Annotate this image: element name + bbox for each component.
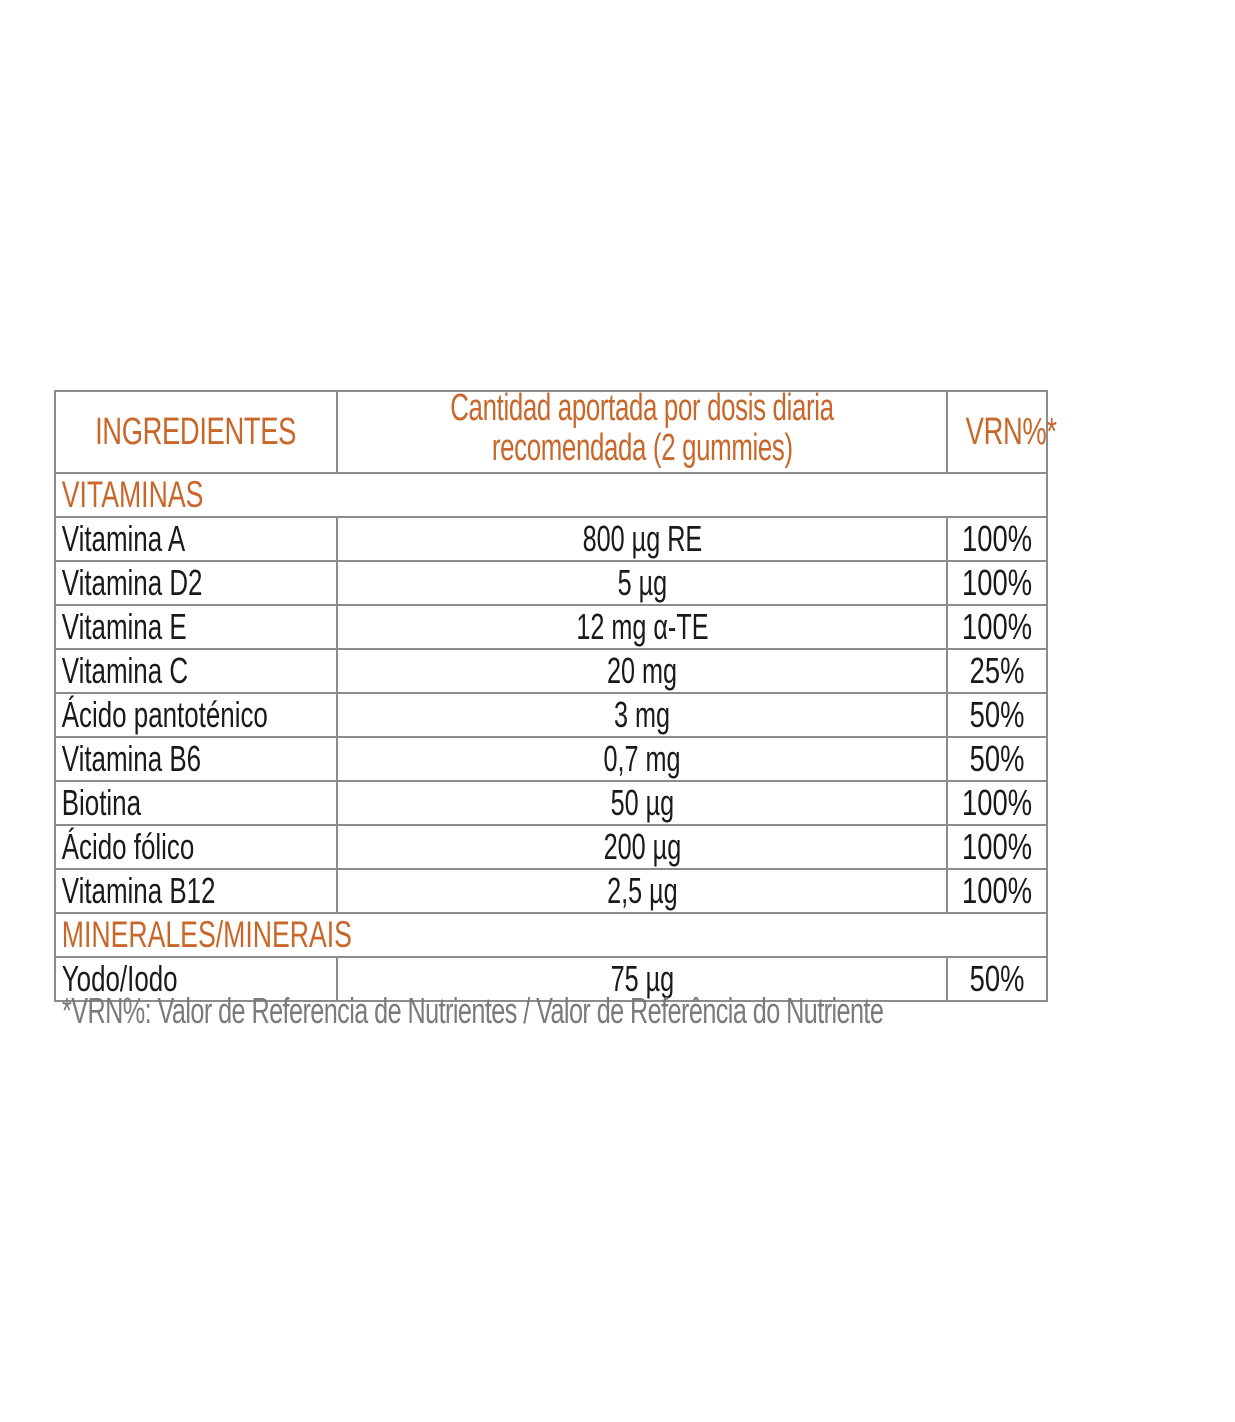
ingredient-vrn: 25%	[947, 649, 1047, 693]
header-quantity	[337, 387, 947, 473]
ingredient-quantity: 0,7 mg	[337, 737, 947, 781]
table-row	[55, 605, 1047, 649]
table-row	[55, 737, 1047, 781]
ingredient-vrn: 100%	[947, 869, 1047, 913]
header-vrn: VRN%*	[947, 391, 1047, 473]
ingredient-name: Vitamina D2	[55, 561, 337, 605]
ingredient-quantity: 12 mg α-TE	[337, 605, 947, 649]
ingredient-name: Vitamina E	[55, 605, 337, 649]
ingredient-vrn: 50%	[947, 693, 1047, 737]
table-row	[55, 825, 1047, 869]
section-title-minerals: MINERALES/MINERAIS	[55, 913, 1047, 957]
ingredient-name: Ácido pantoténico	[55, 693, 337, 737]
ingredient-vrn: 50%	[947, 737, 1047, 781]
table-row	[55, 517, 1047, 561]
ingredient-quantity: 5 µg	[337, 561, 947, 605]
ingredient-quantity: 75 µg	[337, 957, 947, 1001]
ingredient-quantity: 2,5 µg	[337, 869, 947, 913]
ingredient-name: Yodo/Iodo	[55, 957, 337, 1001]
table-row	[55, 561, 1047, 605]
ingredient-vrn: 100%	[947, 561, 1047, 605]
ingredient-name: Vitamina B12	[55, 869, 337, 913]
header-quantity-line2: recomendada (2 gummies)	[491, 427, 793, 469]
table-row	[55, 869, 1047, 913]
section-title-vitamins: VITAMINAS	[55, 473, 1047, 517]
section-row-minerals	[55, 913, 1047, 957]
ingredient-vrn: 100%	[947, 825, 1047, 869]
ingredient-quantity: 50 µg	[337, 781, 947, 825]
ingredient-name: Biotina	[55, 781, 337, 825]
ingredient-name: Vitamina C	[55, 649, 337, 693]
nutrition-table-container	[54, 387, 1057, 1002]
header-ingredients: INGREDIENTES	[55, 391, 337, 473]
nutrition-table	[54, 387, 1057, 1002]
ingredient-quantity: 800 µg RE	[337, 517, 947, 561]
header-quantity-line1: Cantidad aportada por dosis diaria	[450, 387, 834, 429]
ingredient-name: Ácido fólico	[55, 825, 337, 869]
ingredient-vrn: 100%	[947, 517, 1047, 561]
ingredient-quantity: 3 mg	[337, 693, 947, 737]
table-row	[55, 693, 1047, 737]
ingredient-vrn: 100%	[947, 781, 1047, 825]
table-header-row	[55, 391, 1047, 473]
table-row	[55, 781, 1047, 825]
ingredient-vrn: 100%	[947, 605, 1047, 649]
vrn-footnote: *VRN%: Valor de Referencia de Nutrientes / Valor de Referência do Nutriente	[62, 990, 884, 1031]
section-row-vitamins	[55, 473, 1047, 517]
table-row	[55, 649, 1047, 693]
ingredient-quantity: 200 µg	[337, 825, 947, 869]
ingredient-name: Vitamina A	[55, 517, 337, 561]
ingredient-quantity: 20 mg	[337, 649, 947, 693]
ingredient-name: Vitamina B6	[55, 737, 337, 781]
ingredient-vrn: 50%	[947, 957, 1047, 1001]
